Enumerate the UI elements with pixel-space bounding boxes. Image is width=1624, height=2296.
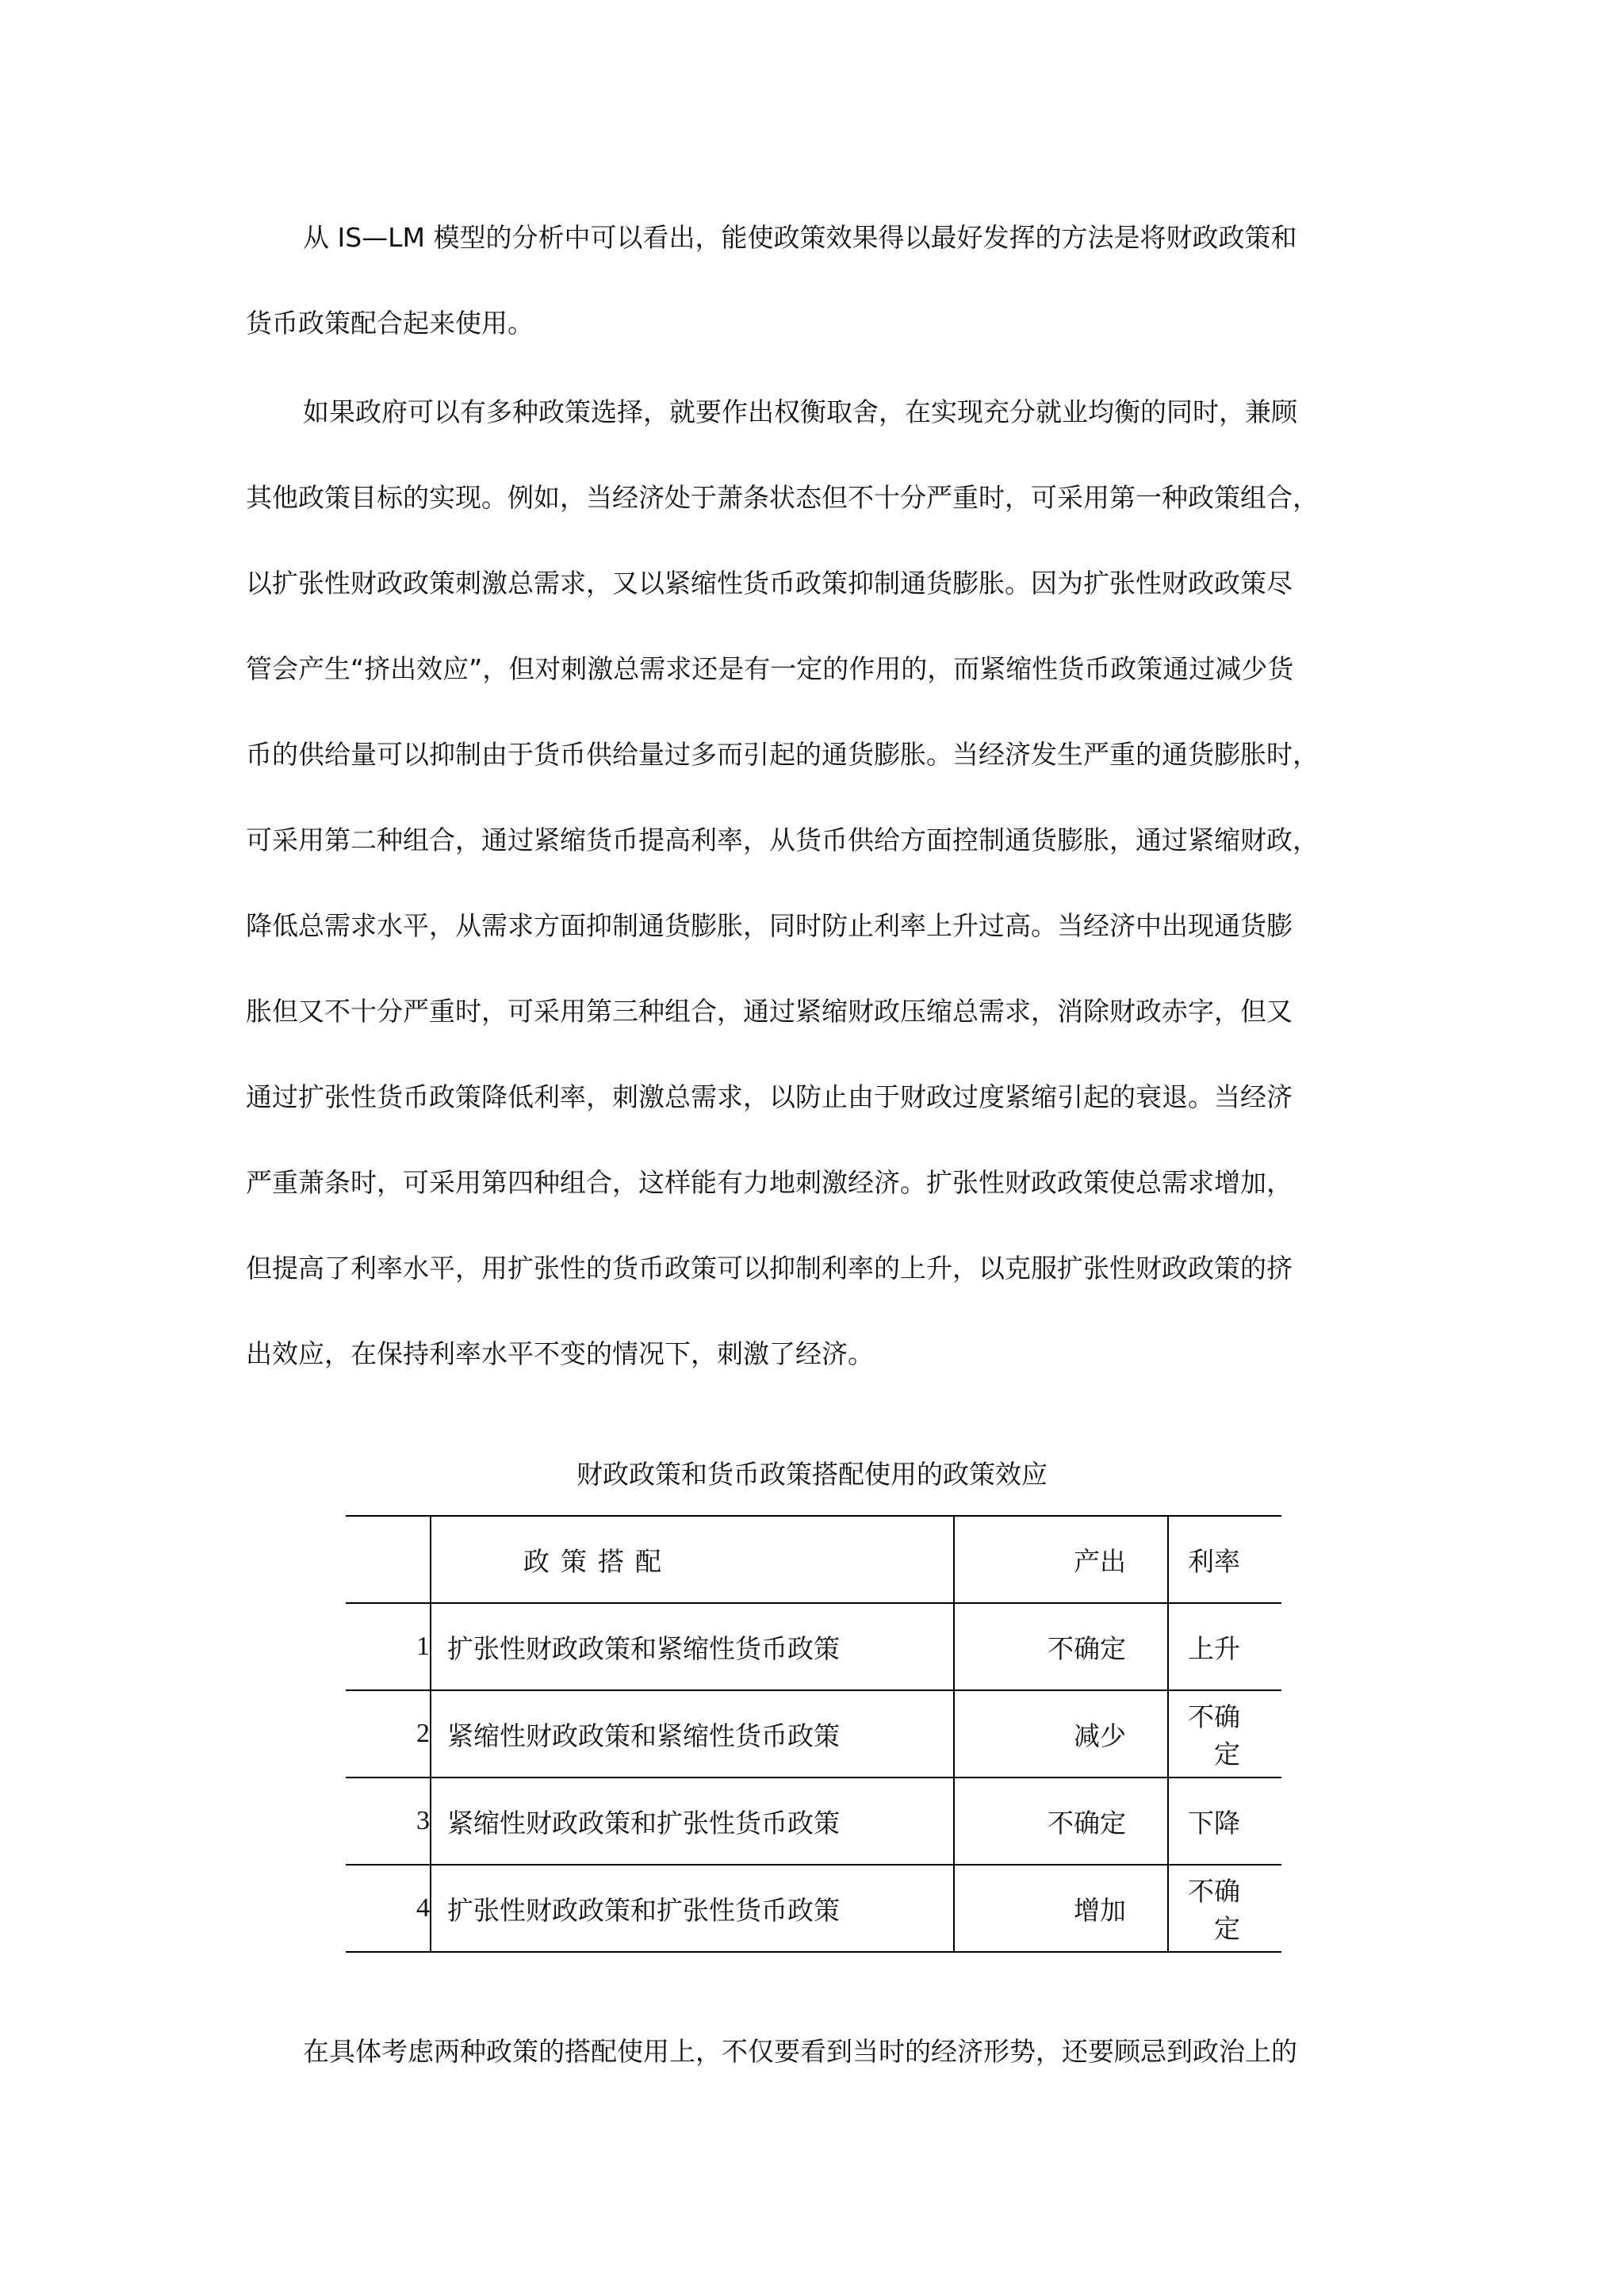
paragraph-line: 但提高了利率水平，用扩张性的货币政策可以抑制利率的上升，以克服扩张性财政政策的挤 bbox=[246, 1253, 1293, 1284]
paragraph-line: 降低总需求水平，从需求方面抑制通货膨胀，同时防止利率上升过高。当经济中出现通货膨 bbox=[246, 910, 1293, 941]
row-rate: 上升 bbox=[1168, 1603, 1281, 1690]
paragraph-line: 严重萧条时，可采用第四种组合，这样能有力地刺激经济。扩张性财政政策使总需求增加， bbox=[246, 1167, 1293, 1198]
row-num: 3 bbox=[346, 1777, 431, 1865]
row-rate: 不确定 bbox=[1168, 1690, 1281, 1777]
paragraph-line: 可采用第二种组合，通过紧缩货币提高利率，从货币供给方面控制通货膨胀，通过紧缩财政， bbox=[246, 825, 1319, 855]
row-rate: 不确定 bbox=[1168, 1865, 1281, 1952]
header-num bbox=[346, 1516, 431, 1603]
table-row bbox=[346, 1865, 1281, 1952]
header-rate: 利率 bbox=[1168, 1516, 1281, 1603]
paragraph-line: 管会产生“挤出效应”，但对刺激总需求还是有一定的作用的，而紧缩性货币政策通过减少货 bbox=[246, 653, 1294, 684]
row-policy: 扩张性财政政策和扩张性货币政策 bbox=[431, 1865, 954, 1952]
paragraph-line: 出效应，在保持利率水平不变的情况下，刺激了经济。 bbox=[246, 1338, 874, 1369]
row-policy: 紧缩性财政政策和扩张性货币政策 bbox=[431, 1777, 954, 1865]
row-num: 4 bbox=[346, 1865, 431, 1952]
header-output: 产出 bbox=[954, 1516, 1168, 1603]
table-caption: 财政政策和货币政策搭配使用的政策效应 bbox=[576, 1459, 1048, 1490]
row-num: 1 bbox=[346, 1603, 431, 1690]
header-policy bbox=[431, 1516, 954, 1603]
row-output: 不确定 bbox=[954, 1777, 1168, 1865]
row-rate: 下降 bbox=[1168, 1777, 1281, 1865]
table-row bbox=[346, 1690, 1281, 1777]
paragraph-line: 胀但又不十分严重时，可采用第三种组合，通过紧缩财政压缩总需求，消除财政赤字，但又 bbox=[246, 996, 1293, 1027]
paragraph-line: 币的供给量可以抑制由于货币供给量过多而引起的通货膨胀。当经济发生严重的通货膨胀时， bbox=[246, 739, 1319, 770]
paragraph-line: 货币政策配合起来使用。 bbox=[246, 308, 534, 339]
row-policy: 紧缩性财政政策和紧缩性货币政策 bbox=[431, 1690, 954, 1777]
table-row bbox=[346, 1603, 1281, 1690]
paragraph-line: 通过扩张性货币政策降低利率，刺激总需求，以防止由于财政过度紧缩引起的衰退。当经济 bbox=[246, 1081, 1293, 1112]
row-output: 不确定 bbox=[954, 1603, 1168, 1690]
row-policy: 扩张性财政政策和紧缩性货币政策 bbox=[431, 1603, 954, 1690]
policy-table bbox=[346, 1515, 1281, 1953]
header-policy-label: 政策搭配 bbox=[523, 1545, 672, 1577]
paragraph-line: 以扩张性财政政策刺激总需求，又以紧缩性货币政策抑制通货膨胀。因为扩张性财政政策尽 bbox=[246, 568, 1293, 599]
row-output: 减少 bbox=[954, 1690, 1168, 1777]
paragraph-line: 如果政府可以有多种政策选择，就要作出权衡取舍，在实现充分就业均衡的同时，兼顾 bbox=[303, 396, 1297, 427]
row-num: 2 bbox=[346, 1690, 431, 1777]
paragraph-line: 从 IS—LM 模型的分析中可以看出，能使政策效果得以最好发挥的方法是将财政政策和 bbox=[303, 222, 1297, 253]
table-row bbox=[346, 1777, 1281, 1865]
row-output: 增加 bbox=[954, 1865, 1168, 1952]
table-header-row bbox=[346, 1516, 1281, 1603]
paragraph-line: 其他政策目标的实现。例如，当经济处于萧条状态但不十分严重时，可采用第一种政策组合， bbox=[246, 482, 1319, 513]
closing-line: 在具体考虑两种政策的搭配使用上，不仅要看到当时的经济形势，还要顾忌到政治上的 bbox=[303, 2036, 1297, 2067]
